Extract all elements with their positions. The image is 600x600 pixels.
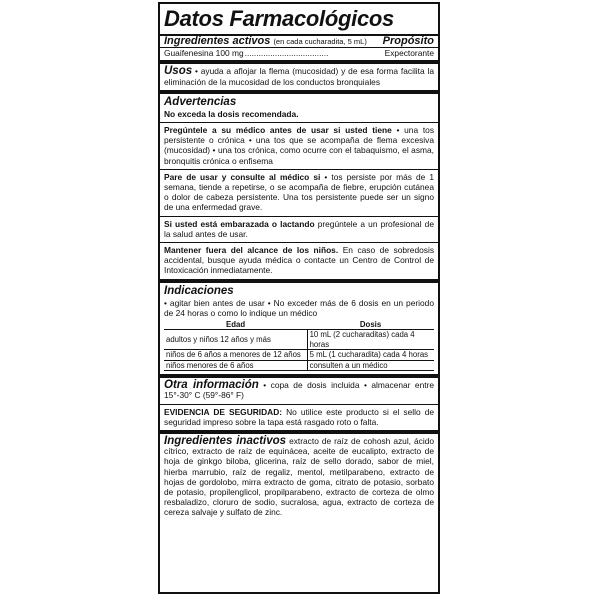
divider — [160, 169, 438, 170]
directions-title: Indicaciones — [164, 284, 234, 297]
divider — [160, 404, 438, 405]
drug-facts-label — [158, 2, 440, 594]
uses-title: Usos — [164, 65, 193, 78]
other-info-text: • copa de dosis incluida • almacenar entre 15°-30° C (59°-86° F) — [164, 380, 434, 401]
leader-dots: .................................... — [244, 48, 329, 59]
table-row — [164, 330, 434, 350]
dose-warning: No exceda la dosis recomendada. — [164, 108, 299, 119]
pregnancy-heading: Si usted está embarazada o lactando — [164, 218, 315, 229]
directions-text: • agitar bien antes de usar • No exceder más de 6 dosis en un periodo de 24 horas o como lo indique un médico — [164, 297, 434, 318]
age-cell: niños de 6 años a menores de 12 años — [164, 350, 307, 360]
ask-doctor-text: • una tos persistente o crónica • una tos que se acompaña de flema excesiva (mucosidad) • una tos crónica, como ocurre con el tabaquismo, el asma, bronquitis crónica o enfisema — [164, 125, 435, 166]
active-ingredients-note: (en cada cucharadita, 5 mL) — [273, 37, 367, 46]
active-ingredient-name: Guaifenesina 100 mg — [164, 48, 244, 59]
table-row — [164, 350, 434, 360]
keep-away-text: En caso de sobredosis accidental, busque ayuda médica o contacte un Centro de Control de Intoxicación inmediatamente. — [164, 245, 435, 276]
safety-seal-heading: EVIDENCIA DE SEGURIDAD: — [164, 406, 283, 417]
inactive-ingredients-title: Ingredientes inactivos — [164, 434, 287, 447]
safety-seal-text: No utilice este producto si el sello de seguridad impreso sobre la tapa está rasgado roto o falta. — [164, 406, 435, 427]
directions-section — [160, 279, 438, 374]
divider — [160, 216, 438, 217]
keep-away-heading: Mantener fuera del alcance de los niños. — [164, 245, 339, 256]
label-title: Datos Farmacológicos — [164, 6, 394, 31]
warnings-section — [160, 90, 438, 279]
other-info-title: Otra información — [164, 379, 259, 392]
dose-column-header: Dosis — [307, 320, 434, 330]
active-ingredients-heading — [164, 36, 367, 47]
active-ingredient-row — [160, 47, 438, 60]
active-ingredients-label: Ingredientes activos — [164, 35, 271, 47]
other-info-section — [160, 374, 438, 430]
age-cell: adultos y niños 12 años y más — [164, 330, 307, 350]
uses-section — [160, 60, 438, 89]
stop-use-text: • tos persiste por más de 1 semana, tiende a repetirse, o se acompaña de fiebre, erupción cutánea o dolor de cabeza persistente. Una tos persistente puede ser un signo de una enfermedad grave. — [164, 171, 434, 213]
dose-cell: 5 mL (1 cucharadita) cada 4 horas — [307, 350, 434, 360]
table-row — [164, 360, 434, 370]
inactive-ingredients-text: extracto de raíz de cohosh azul, ácido cítrico, extracto de raíz de equinácea, aceite de eucalipto, extracto de hoja de ginkgo biloba, glicerina, raíz de sello dorado, sabor de miel, hierba marrubio, raíz de regaliz, mentol, metilparabeno, extracto de hojas de gordolobo, mirra extracto de goma, citrato de potasio, sorbato de potasio, propilenglicol, propilparabeno, extracto de corteza de olmo resbaladizo, cloruro de sodio, sucralosa, agua, extracto de corteza de cereza salvaje y sulfato de zinc. — [164, 435, 435, 518]
uses-text: • ayuda a aflojar la flema (mucosidad) y de esa forma facilita la eliminación de la mucosidad de los conductos bronquiales — [164, 66, 435, 87]
active-ingredient-purpose: Expectorante — [384, 48, 434, 59]
inactive-ingredients-section — [160, 430, 438, 521]
dose-cell: consulten a un médico — [307, 360, 434, 370]
purpose-heading: Propósito — [382, 35, 434, 47]
warnings-title: Advertencias — [164, 95, 237, 108]
age-column-header: Edad — [164, 320, 307, 330]
stop-use-heading: Pare de usar y consulte al médico si — [164, 171, 321, 182]
age-cell: niños menores de 6 años — [164, 360, 307, 370]
divider — [160, 242, 438, 243]
dosage-table — [164, 320, 434, 371]
ask-doctor-heading: Pregúntele a su médico antes de usar si usted tiene — [164, 125, 392, 136]
dosage-table-header — [164, 320, 434, 330]
dose-cell: 10 mL (2 cucharaditas) cada 4 horas — [307, 330, 434, 350]
active-ingredients-header — [160, 34, 438, 47]
pregnancy-text: pregúntele a un profesional de la salud antes de usar. — [164, 218, 434, 239]
divider — [160, 122, 438, 123]
